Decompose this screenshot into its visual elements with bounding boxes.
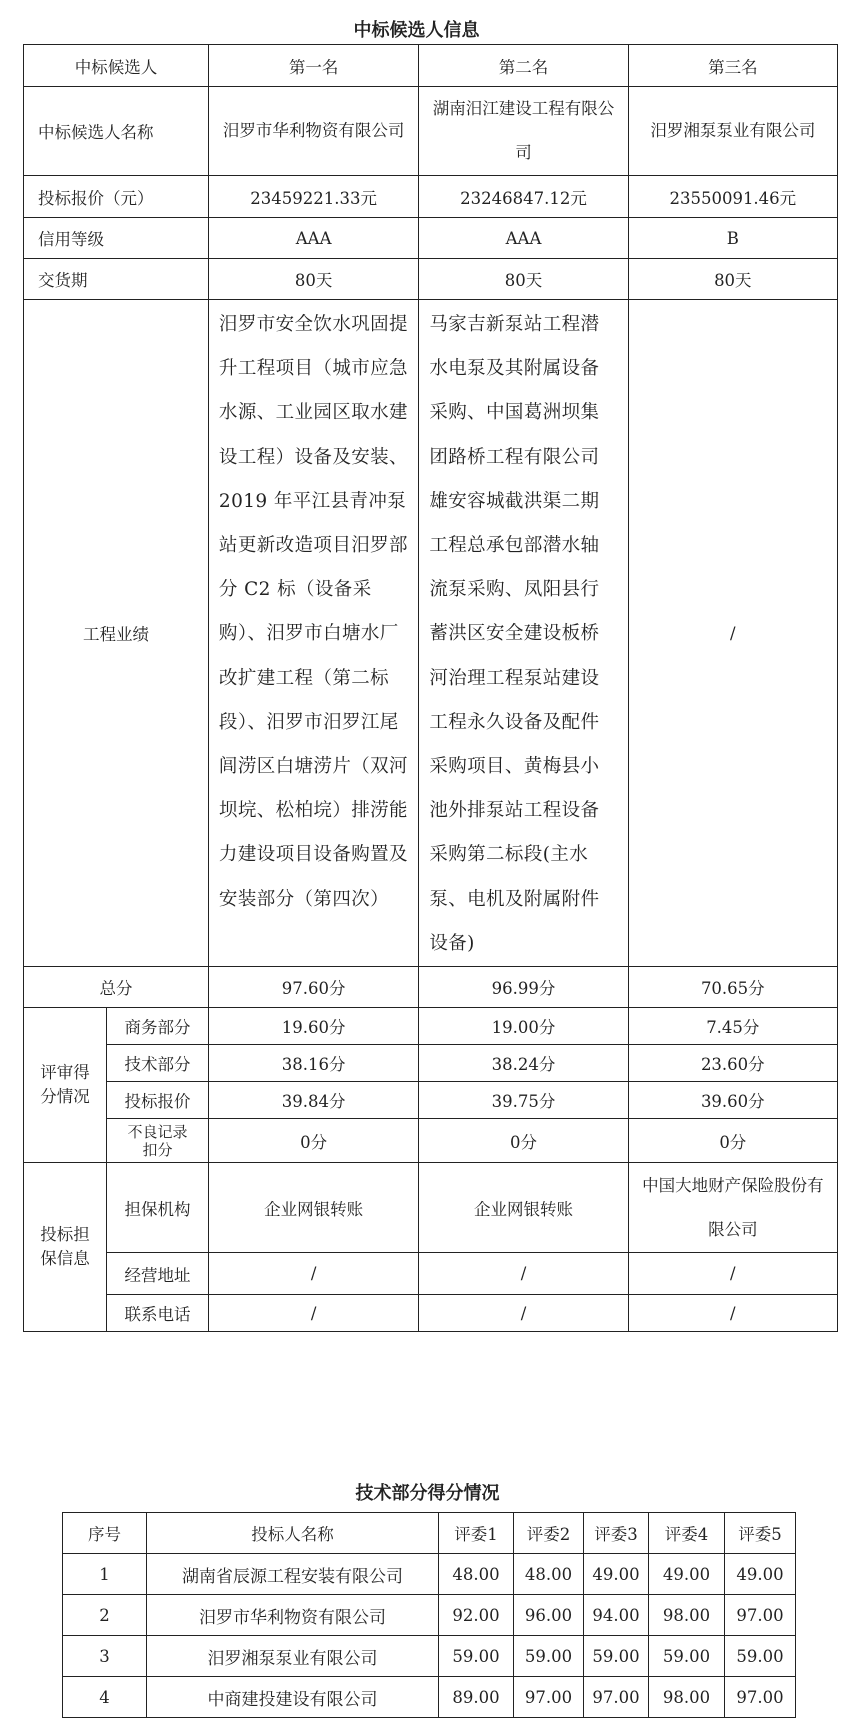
score-header-judge3: 评委3	[584, 1513, 649, 1554]
review-price-row	[24, 1082, 838, 1119]
review-bad-record-2: 0分	[419, 1119, 628, 1163]
row-judge2: 59.00	[514, 1636, 584, 1677]
review-price-2: 39.75分	[419, 1082, 628, 1119]
guarantee-address-3: /	[628, 1253, 837, 1295]
row-bidder: 湖南省辰源工程安装有限公司	[147, 1554, 439, 1595]
guarantee-address-1: /	[208, 1253, 418, 1295]
row-judge1: 48.00	[439, 1554, 514, 1595]
table-row	[63, 1636, 796, 1677]
row-judge1: 92.00	[439, 1595, 514, 1636]
score-header-judge5: 评委5	[725, 1513, 796, 1554]
row-index: 4	[63, 1677, 147, 1718]
bid-price-3: 23550091.46元	[628, 176, 837, 218]
header-first: 第一名	[208, 45, 418, 87]
row-judge3: 94.00	[584, 1595, 649, 1636]
header-second: 第二名	[419, 45, 628, 87]
performance-1: 汨罗市安全饮水巩固提升工程项目（城市应急水源、工业园区取水建设工程）设备及安装、2019 年平江县青冲泵站更新改造项目汨罗部分 C2 标（设备采购）、汨罗市白塘水厂改扩建工程（第二标段）、汨罗市汨罗江尾闾涝区白塘涝片（双河坝垸、松柏垸）排涝能力建设项目设备购置及安装部分（第四次）	[208, 300, 418, 967]
table-row	[63, 1595, 796, 1636]
review-bad-record-3: 0分	[628, 1119, 837, 1163]
guarantee-phone-label: 联系电话	[107, 1295, 209, 1332]
guarantee-phone-2: /	[419, 1295, 628, 1332]
winning-candidates-table	[23, 44, 838, 1332]
row-judge5: 59.00	[725, 1636, 796, 1677]
guarantee-org-1: 企业网银转账	[208, 1163, 418, 1253]
row-index: 2	[63, 1595, 147, 1636]
guarantee-address-row	[24, 1253, 838, 1295]
review-business-row	[24, 1008, 838, 1045]
review-tech-label: 技术部分	[107, 1045, 209, 1082]
row-judge4: 98.00	[649, 1595, 725, 1636]
total-2: 96.99分	[419, 967, 628, 1008]
row-judge4: 59.00	[649, 1636, 725, 1677]
row-judge3: 49.00	[584, 1554, 649, 1595]
score-header-judge4: 评委4	[649, 1513, 725, 1554]
header-label: 中标候选人	[24, 45, 209, 87]
row-bidder: 汨罗湘泵泵业有限公司	[147, 1636, 439, 1677]
row-index: 3	[63, 1636, 147, 1677]
review-tech-row	[24, 1045, 838, 1082]
guarantee-address-2: /	[419, 1253, 628, 1295]
row-judge2: 97.00	[514, 1677, 584, 1718]
performance-2: 马家吉新泵站工程潜水电泵及其附属设备采购、中国葛洲坝集团路桥工程有限公司雄安容城截洪渠二期工程总承包部潜水轴流泵采购、凤阳县行蓄洪区安全建设板桥河治理工程泵站建设工程永久设备及配件采购项目、黄梅县小池外排泵站工程设备采购第二标段(主水泵、电机及附属附件设备)	[419, 300, 628, 967]
credit-3: B	[628, 218, 837, 259]
delivery-1: 80天	[208, 259, 418, 300]
table-row	[63, 1677, 796, 1718]
row-judge5: 97.00	[725, 1595, 796, 1636]
row-judge4: 98.00	[649, 1677, 725, 1718]
review-tech-3: 23.60分	[628, 1045, 837, 1082]
table2-title: 技术部分得分情况	[355, 1483, 500, 1504]
score-header-judge2: 评委2	[514, 1513, 584, 1554]
guarantee-org-label: 担保机构	[107, 1163, 209, 1253]
bid-price-label: 投标报价（元）	[24, 176, 209, 218]
guarantee-org-row	[24, 1163, 838, 1253]
score-header-row	[63, 1513, 796, 1554]
candidate-name-3: 汨罗湘泵泵业有限公司	[628, 87, 837, 176]
score-header-judge1: 评委1	[439, 1513, 514, 1554]
review-business-1: 19.60分	[208, 1008, 418, 1045]
credit-row	[24, 218, 838, 259]
candidate-name-label: 中标候选人名称	[24, 87, 209, 176]
bid-price-2: 23246847.12元	[419, 176, 628, 218]
performance-label: 工程业绩	[24, 300, 209, 967]
review-business-2: 19.00分	[419, 1008, 628, 1045]
row-judge4: 49.00	[649, 1554, 725, 1595]
guarantee-org-2: 企业网银转账	[419, 1163, 628, 1253]
row-judge5: 49.00	[725, 1554, 796, 1595]
total-row	[24, 967, 838, 1008]
credit-label: 信用等级	[24, 218, 209, 259]
total-label: 总分	[24, 967, 209, 1008]
performance-row	[24, 300, 838, 967]
header-row	[24, 45, 838, 87]
candidate-name-row	[24, 87, 838, 176]
guarantee-phone-row	[24, 1295, 838, 1332]
total-3: 70.65分	[628, 967, 837, 1008]
score-header-bidder: 投标人名称	[147, 1513, 439, 1554]
row-bidder: 中商建投建设有限公司	[147, 1677, 439, 1718]
review-business-3: 7.45分	[628, 1008, 837, 1045]
delivery-3: 80天	[628, 259, 837, 300]
guarantee-phone-3: /	[628, 1295, 837, 1332]
review-price-3: 39.60分	[628, 1082, 837, 1119]
credit-1: AAA	[208, 218, 418, 259]
table-row	[63, 1554, 796, 1595]
review-bad-record-1: 0分	[208, 1119, 418, 1163]
delivery-row	[24, 259, 838, 300]
delivery-label: 交货期	[24, 259, 209, 300]
row-judge2: 48.00	[514, 1554, 584, 1595]
bid-price-1: 23459221.33元	[208, 176, 418, 218]
technical-score-table	[62, 1512, 796, 1718]
row-bidder: 汨罗市华利物资有限公司	[147, 1595, 439, 1636]
guarantee-phone-1: /	[208, 1295, 418, 1332]
row-judge2: 96.00	[514, 1595, 584, 1636]
score-header-index: 序号	[63, 1513, 147, 1554]
review-tech-2: 38.24分	[419, 1045, 628, 1082]
review-price-label: 投标报价	[107, 1082, 209, 1119]
total-1: 97.60分	[208, 967, 418, 1008]
review-price-1: 39.84分	[208, 1082, 418, 1119]
review-bad-record-row	[24, 1119, 838, 1163]
review-business-label: 商务部分	[107, 1008, 209, 1045]
credit-2: AAA	[419, 218, 628, 259]
delivery-2: 80天	[419, 259, 628, 300]
table1-title: 中标候选人信息	[353, 20, 480, 41]
row-judge3: 59.00	[584, 1636, 649, 1677]
review-tech-1: 38.16分	[208, 1045, 418, 1082]
performance-3: /	[628, 300, 837, 967]
candidate-name-1: 汨罗市华利物资有限公司	[208, 87, 418, 176]
row-judge1: 59.00	[439, 1636, 514, 1677]
bid-price-row	[24, 176, 838, 218]
header-third: 第三名	[628, 45, 837, 87]
candidate-name-2: 湖南汨江建设工程有限公司	[419, 87, 628, 176]
review-bad-record-label: 不良记录扣分	[107, 1119, 209, 1163]
row-judge1: 89.00	[439, 1677, 514, 1718]
guarantee-address-label: 经营地址	[107, 1253, 209, 1295]
guarantee-org-3: 中国大地财产保险股份有限公司	[628, 1163, 837, 1253]
guarantee-group-label: 投标担保信息	[24, 1163, 107, 1332]
review-group-label: 评审得分情况	[24, 1008, 107, 1163]
row-judge3: 97.00	[584, 1677, 649, 1718]
row-index: 1	[63, 1554, 147, 1595]
row-judge5: 97.00	[725, 1677, 796, 1718]
